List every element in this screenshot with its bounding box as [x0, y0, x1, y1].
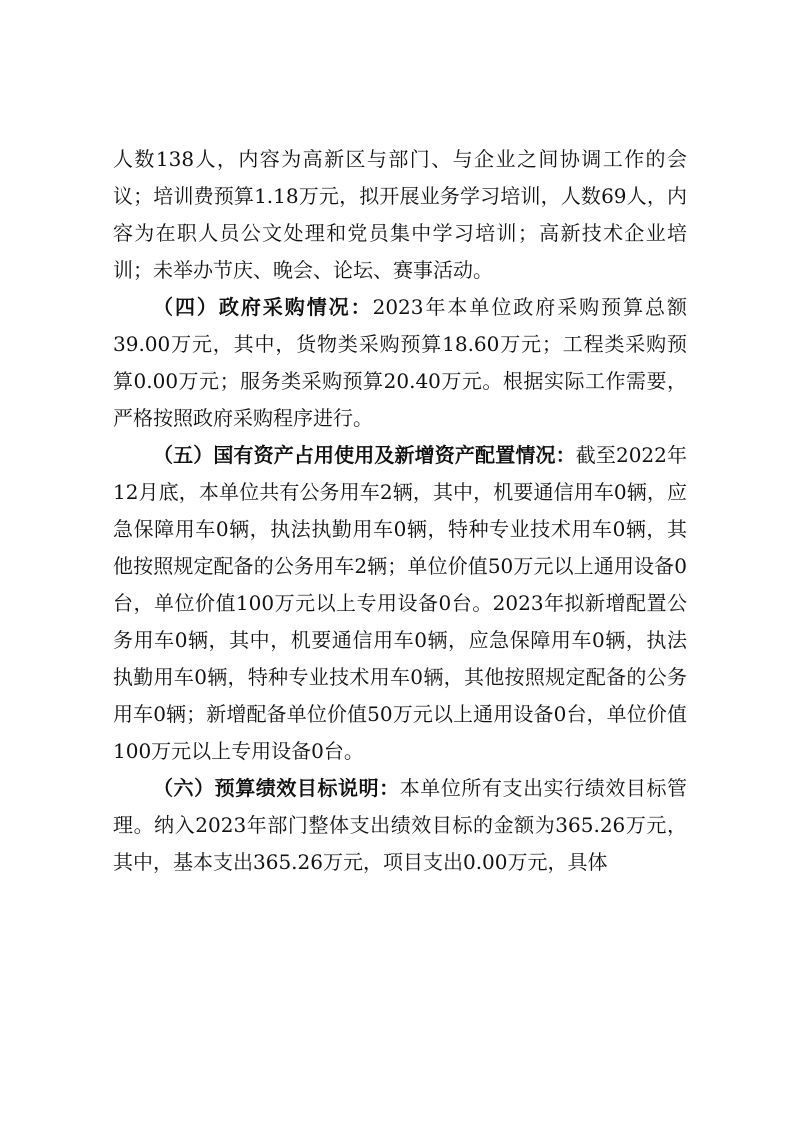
paragraph-performance-goals [113, 770, 687, 881]
section-heading-performance: （六）预算绩效目标说明： [153, 776, 400, 800]
paragraph-text: 本单位所有支出实行绩效目标管理。纳入2023年部门整体支出绩效目标的金额为365.26万元，其中，基本支出365.26万元，项目支出0.00万元，具体 [113, 776, 688, 874]
paragraph-text: 2023年本单位政府采购预算总额39.00万元，其中，货物类采购预算18.60万元；工程类采购预算0.00万元；服务类采购预算20.40万元。根据实际工作需要，严格按照政府采购程序进行。 [113, 295, 687, 430]
paragraph-state-assets [113, 437, 687, 770]
paragraph-text: 截至2022年12月底，本单位共有公务用车2辆，其中，机要通信用车0辆，应急保障用车0辆，执法执勤用车0辆，特种专业技术用车0辆，其他按照规定配备的公务用车2辆；单位价值50万元以上通用设备0台，单位价值100万元以上专用设备0台。2023年拟新增配置公务用车0辆，其中，机要通信用车0辆，应急保障用车0辆，执法执勤用车0辆，特种专业技术用车0辆，其他按照规定配备的公务用车0辆；新增配备单位价值50万元以上通用设备0台，单位价值100万元以上专用设备0台。 [113, 443, 688, 763]
section-heading-assets: （五）国有资产占用使用及新增资产配置情况： [153, 443, 576, 467]
paragraph-text: 人数138人，内容为高新区与部门、与企业之间协调工作的会议；培训费预算1.18万元，拟开展业务学习培训，人数69人，内容为在职人员公文处理和党员集中学习培训；高新技术企业培训；未举办节庆、晚会、论坛、赛事活动。 [113, 147, 687, 282]
section-heading-procurement: （四）政府采购情况： [153, 295, 373, 319]
paragraph-training-meetings [113, 141, 687, 289]
document-page [113, 141, 687, 881]
paragraph-government-procurement [113, 289, 687, 437]
